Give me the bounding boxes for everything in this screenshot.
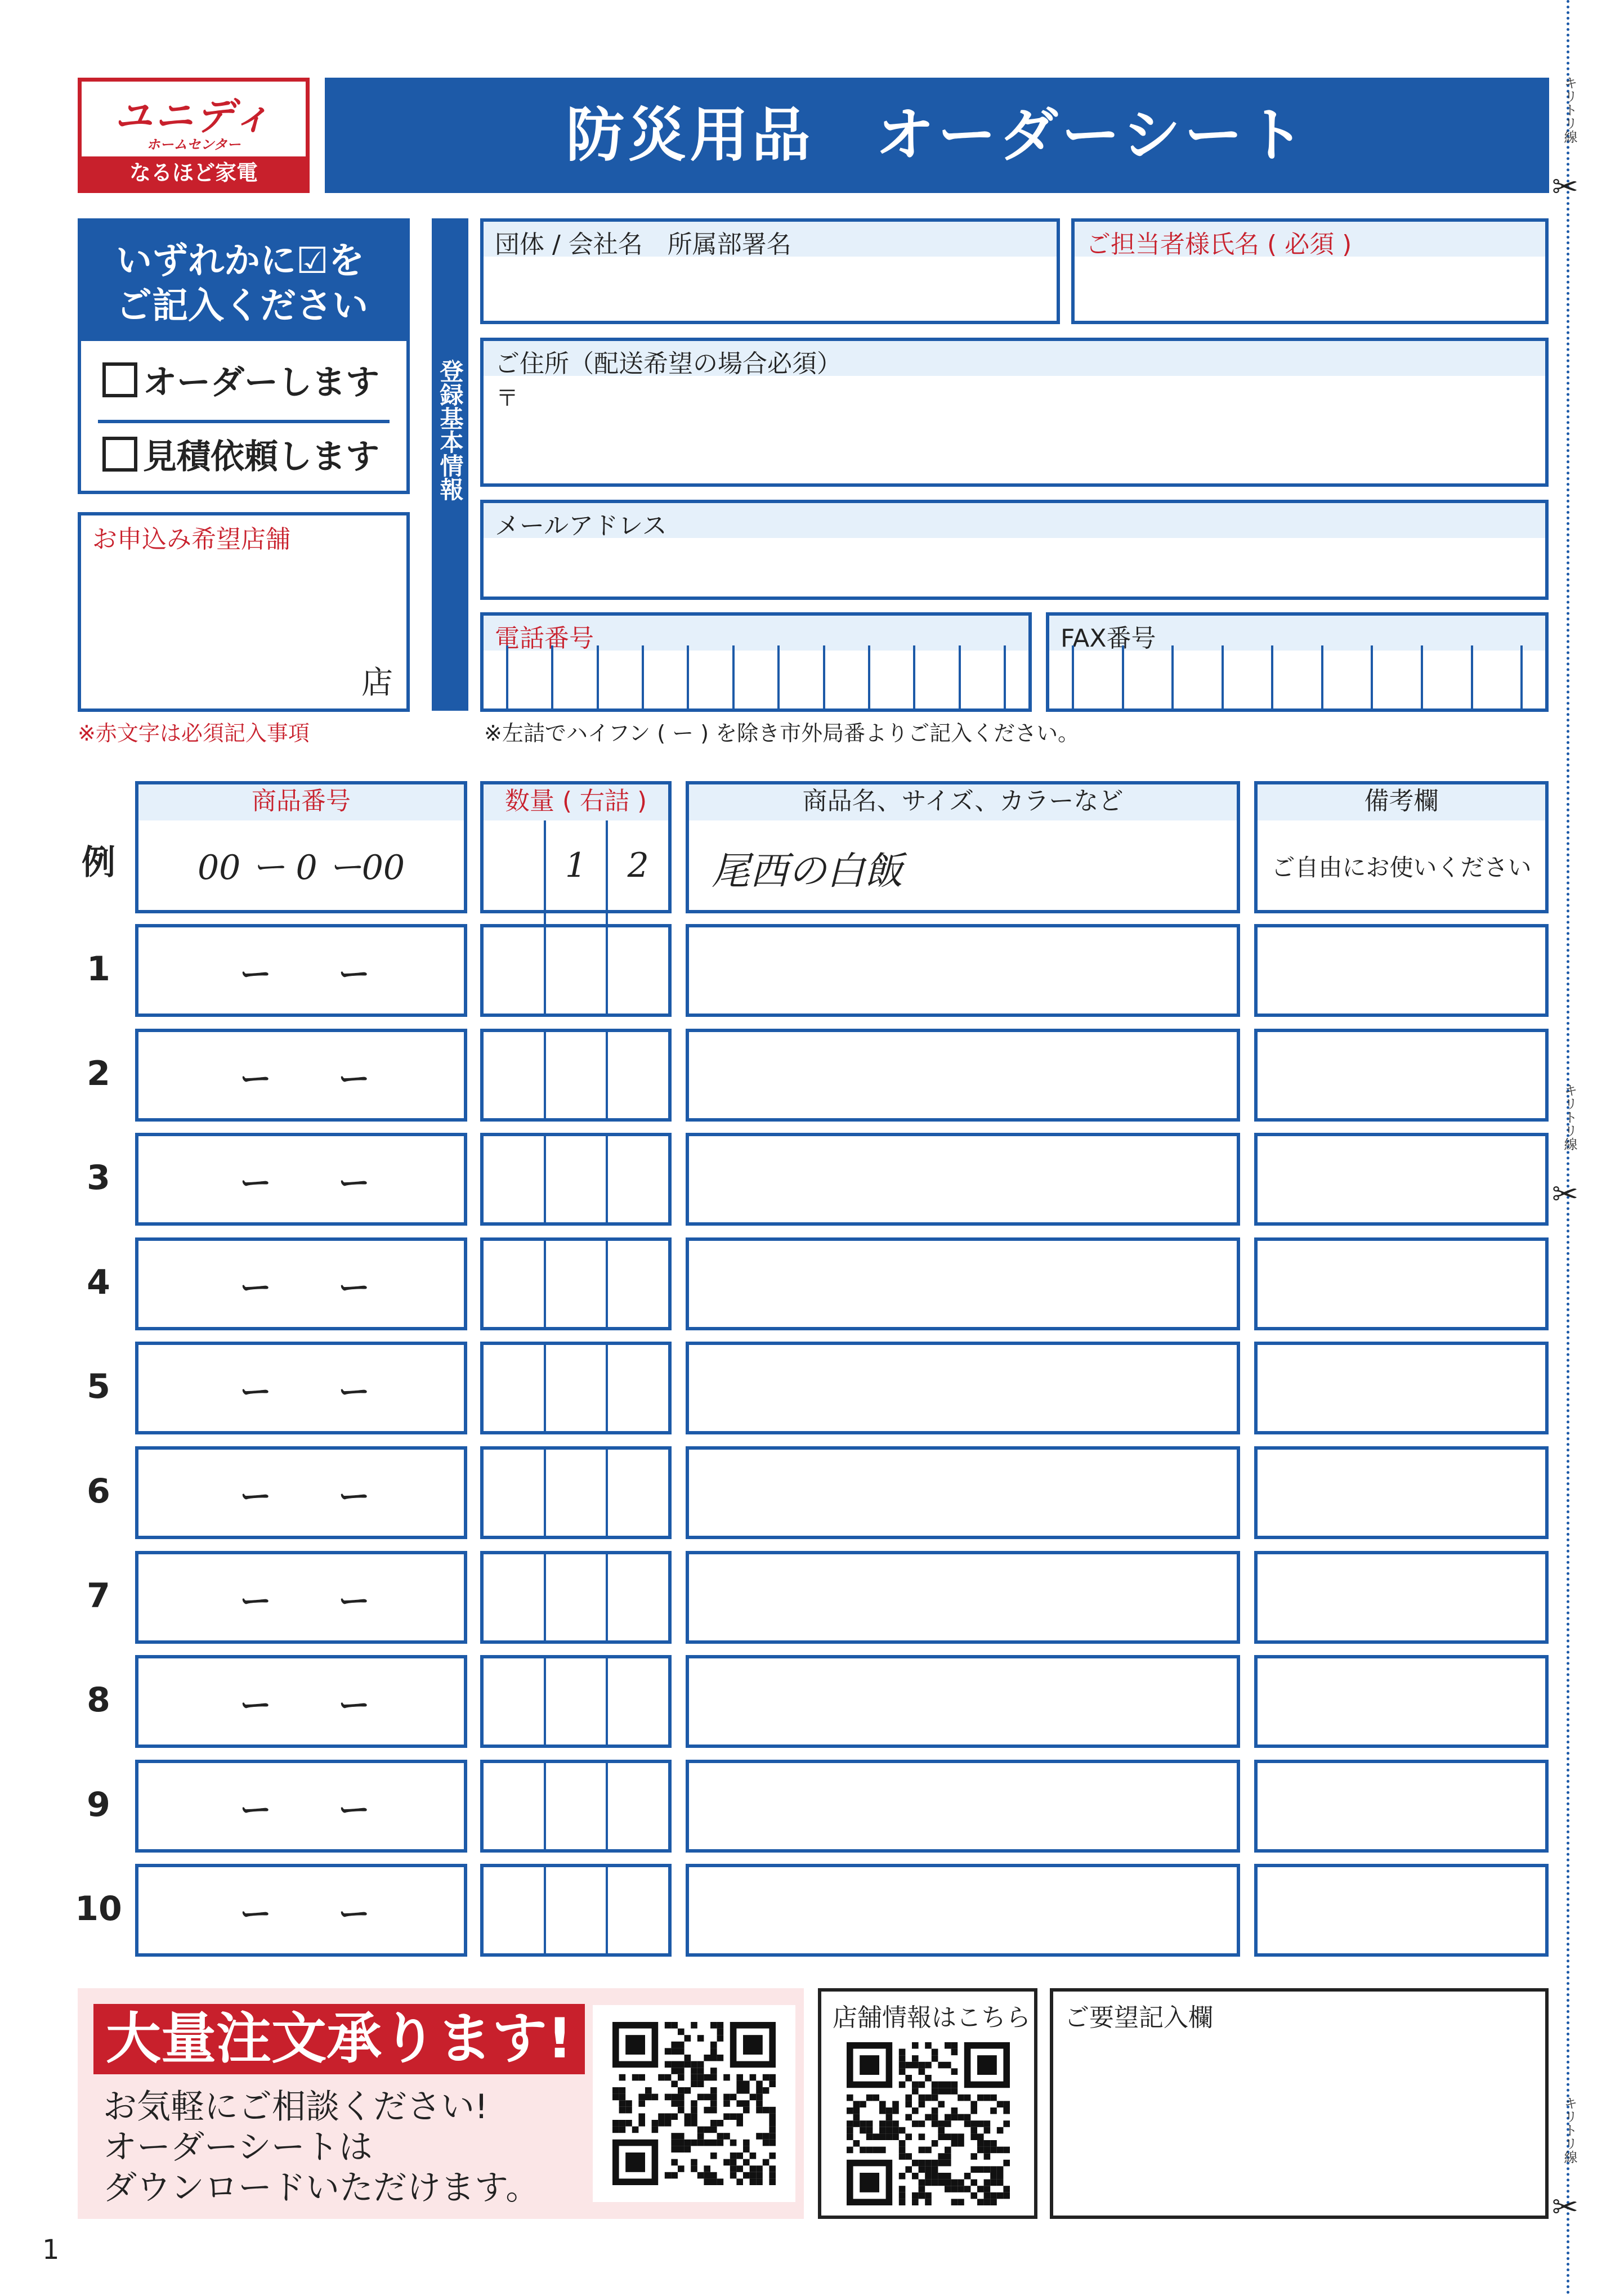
qty-input[interactable]	[480, 1446, 672, 1539]
dash-separator: ー	[338, 1896, 370, 1933]
header-remarks: 備考欄	[1258, 784, 1545, 820]
bulk-order-banner	[78, 1988, 804, 2219]
option-estimate[interactable]	[102, 430, 379, 478]
heading-line1: いずれかに☑を	[116, 240, 365, 282]
product-name-input[interactable]	[686, 1655, 1240, 1748]
product-name-input[interactable]	[686, 1029, 1240, 1122]
dash-separator: ー	[338, 1061, 370, 1098]
example-qty	[480, 781, 672, 913]
order-type-box	[78, 218, 410, 494]
dash-separator: ー	[240, 1479, 271, 1515]
row-number: 9	[87, 1785, 110, 1824]
bulk-order-text	[103, 2087, 539, 2208]
row-number: 7	[87, 1576, 110, 1616]
remarks-input[interactable]	[1254, 1655, 1549, 1748]
row-number: 1	[87, 949, 110, 989]
postal-mark: 〒	[496, 385, 518, 411]
qty-input[interactable]	[480, 1029, 672, 1122]
dash-separator: ー	[338, 1479, 370, 1515]
example-product-name-value: 尾西の白飯	[712, 849, 903, 894]
estimate-checkbox[interactable]	[102, 437, 137, 472]
address-label: ご住所（配送希望の場合必須）	[495, 349, 842, 378]
divider	[98, 420, 390, 423]
dash-separator: ー	[240, 1061, 271, 1098]
required-note: ※赤文字は必須記入事項	[78, 721, 310, 746]
example-product-no	[135, 781, 467, 913]
scissors-icon: ✂	[1552, 2189, 1578, 2226]
phone-label: 電話番号	[495, 624, 594, 653]
logo-sub: ホームセンター	[146, 137, 241, 153]
qr-code-icon	[612, 2022, 776, 2185]
logo-brand: ユニディ	[114, 95, 274, 139]
remarks-input[interactable]	[1254, 1237, 1549, 1330]
promo-line3: ダウンロードいただけます。	[103, 2168, 540, 2208]
product-name-input[interactable]	[686, 1551, 1240, 1644]
fax-label: FAX番号	[1061, 624, 1156, 653]
product-name-input[interactable]	[686, 1133, 1240, 1226]
product-name-input[interactable]	[686, 1864, 1240, 1957]
company-field[interactable]	[480, 218, 1060, 324]
shop-info-box	[818, 1988, 1037, 2219]
shop-qr-code-icon[interactable]	[847, 2042, 1010, 2205]
product-name-input[interactable]	[686, 924, 1240, 1017]
remarks-input[interactable]	[1254, 1342, 1549, 1434]
order-checkbox[interactable]	[102, 362, 137, 397]
remarks-input[interactable]	[1254, 1029, 1549, 1122]
remarks-input[interactable]	[1254, 1760, 1549, 1853]
product-no-input[interactable]	[135, 1446, 467, 1539]
request-field[interactable]	[1050, 1988, 1549, 2219]
promo-line2: オーダーシートは	[103, 2128, 373, 2167]
example-remarks	[1254, 781, 1549, 913]
header-product-name: 商品名、サイズ、カラーなど	[689, 784, 1237, 820]
row-number: 3	[87, 1158, 110, 1198]
dash-separator: ー	[240, 1270, 271, 1307]
scissors-icon: ✂	[1552, 1176, 1578, 1213]
qty-input[interactable]	[480, 1864, 672, 1957]
heading-line2: ご記入ください	[116, 285, 368, 327]
address-field[interactable]	[480, 338, 1549, 487]
qty-input[interactable]	[480, 1551, 672, 1644]
product-name-input[interactable]	[686, 1446, 1240, 1539]
product-no-input[interactable]	[135, 1760, 467, 1853]
store-label: お申込み希望店舗	[92, 525, 290, 554]
example-product-no-value: 00 ー 0 ー00	[197, 848, 405, 887]
product-name-input[interactable]	[686, 1342, 1240, 1434]
row-number: 5	[87, 1367, 110, 1406]
product-name-input[interactable]	[686, 1237, 1240, 1330]
dash-separator: ー	[338, 957, 370, 993]
qty-input[interactable]	[480, 924, 672, 1017]
remarks-input[interactable]	[1254, 1446, 1549, 1539]
dash-separator: ー	[240, 1792, 271, 1829]
dash-separator: ー	[240, 1374, 271, 1411]
row-number: 6	[87, 1472, 110, 1511]
qty-input[interactable]	[480, 1237, 672, 1330]
fax-digit-cells	[1072, 645, 1523, 708]
product-no-input[interactable]	[135, 1029, 467, 1122]
remarks-input[interactable]	[1254, 924, 1549, 1017]
qty-input[interactable]	[480, 1133, 672, 1226]
store-field[interactable]	[78, 512, 410, 712]
logo-tagline: なるほど家電	[82, 156, 306, 189]
fax-field[interactable]	[1046, 612, 1549, 712]
contact-name-label: ご担当者様氏名 ( 必須 )	[1086, 230, 1352, 259]
example-qty-digit2: 2	[627, 846, 649, 885]
product-no-input[interactable]	[135, 1342, 467, 1434]
bulk-order-headline: 大量注文承ります!	[93, 2004, 585, 2074]
registration-band-label: 登録基本情報	[436, 359, 464, 501]
cut-line-label: キリトリ線	[1562, 2096, 1577, 2164]
promo-line1: お気軽にご相談ください!	[103, 2087, 489, 2127]
row-number: 8	[87, 1680, 110, 1720]
header-product-no: 商品番号	[138, 784, 464, 820]
dash-separator: ー	[338, 1688, 370, 1724]
remarks-input[interactable]	[1254, 1864, 1549, 1957]
dash-separator: ー	[338, 1374, 370, 1411]
qty-input[interactable]	[480, 1760, 672, 1853]
cut-line-label: キリトリ線	[1562, 76, 1577, 144]
example-product-name	[686, 781, 1240, 913]
remarks-input[interactable]	[1254, 1133, 1549, 1226]
product-no-input[interactable]	[135, 1237, 467, 1330]
contact-name-field[interactable]	[1071, 218, 1549, 324]
phone-field[interactable]	[480, 612, 1032, 712]
page-number: 1	[42, 2234, 60, 2266]
qty-input[interactable]	[480, 1342, 672, 1434]
example-row-label: 例	[82, 843, 115, 882]
row-number: 10	[75, 1889, 122, 1929]
product-no-input[interactable]	[135, 924, 467, 1017]
row-number: 4	[87, 1263, 110, 1302]
dash-separator: ー	[240, 1896, 271, 1933]
product-no-input[interactable]	[135, 1133, 467, 1226]
remarks-input[interactable]	[1254, 1551, 1549, 1644]
dash-separator: ー	[240, 1584, 271, 1620]
product-no-input[interactable]	[135, 1551, 467, 1644]
phone-note: ※左詰でハイフン ( ー ) を除き市外局番よりご記入ください。	[484, 721, 1080, 746]
phone-digit-cells	[506, 645, 1006, 708]
example-qty-digit1: 1	[546, 820, 609, 946]
page-title: 防災用品 オーダーシート	[325, 78, 1549, 193]
product-no-input[interactable]	[135, 1864, 467, 1957]
option-estimate-label: 見積依頼します	[143, 437, 379, 477]
option-order[interactable]	[102, 356, 379, 404]
registration-band	[432, 218, 468, 711]
dash-separator: ー	[240, 957, 271, 993]
email-field[interactable]	[480, 500, 1549, 600]
shop-info-label: 店舗情報はこちら	[833, 2003, 1031, 2032]
download-qr-code[interactable]	[593, 2005, 795, 2202]
cut-line-label: キリトリ線	[1562, 1083, 1577, 1151]
store-suffix: 店	[361, 665, 393, 701]
company-label: 団体 / 会社名 所属部署名	[495, 230, 791, 259]
product-no-input[interactable]	[135, 1655, 467, 1748]
product-name-input[interactable]	[686, 1760, 1240, 1853]
email-label: メールアドレス	[495, 512, 667, 540]
dash-separator: ー	[338, 1584, 370, 1620]
order-type-heading	[81, 222, 406, 341]
dash-separator: ー	[338, 1270, 370, 1307]
qty-input[interactable]	[480, 1655, 672, 1748]
header-qty: 数量 ( 右詰 )	[484, 784, 668, 820]
dash-separator: ー	[240, 1165, 271, 1202]
scissors-icon: ✂	[1552, 169, 1578, 205]
example-remarks-value: ご自由にお使いください	[1271, 854, 1532, 881]
dash-separator: ー	[240, 1688, 271, 1724]
option-order-label: オーダーします	[143, 363, 379, 402]
dash-separator: ー	[338, 1165, 370, 1202]
request-label: ご要望記入欄	[1064, 2003, 1213, 2032]
dash-separator: ー	[338, 1792, 370, 1829]
brand-logo	[78, 78, 310, 193]
row-number: 2	[87, 1054, 110, 1093]
